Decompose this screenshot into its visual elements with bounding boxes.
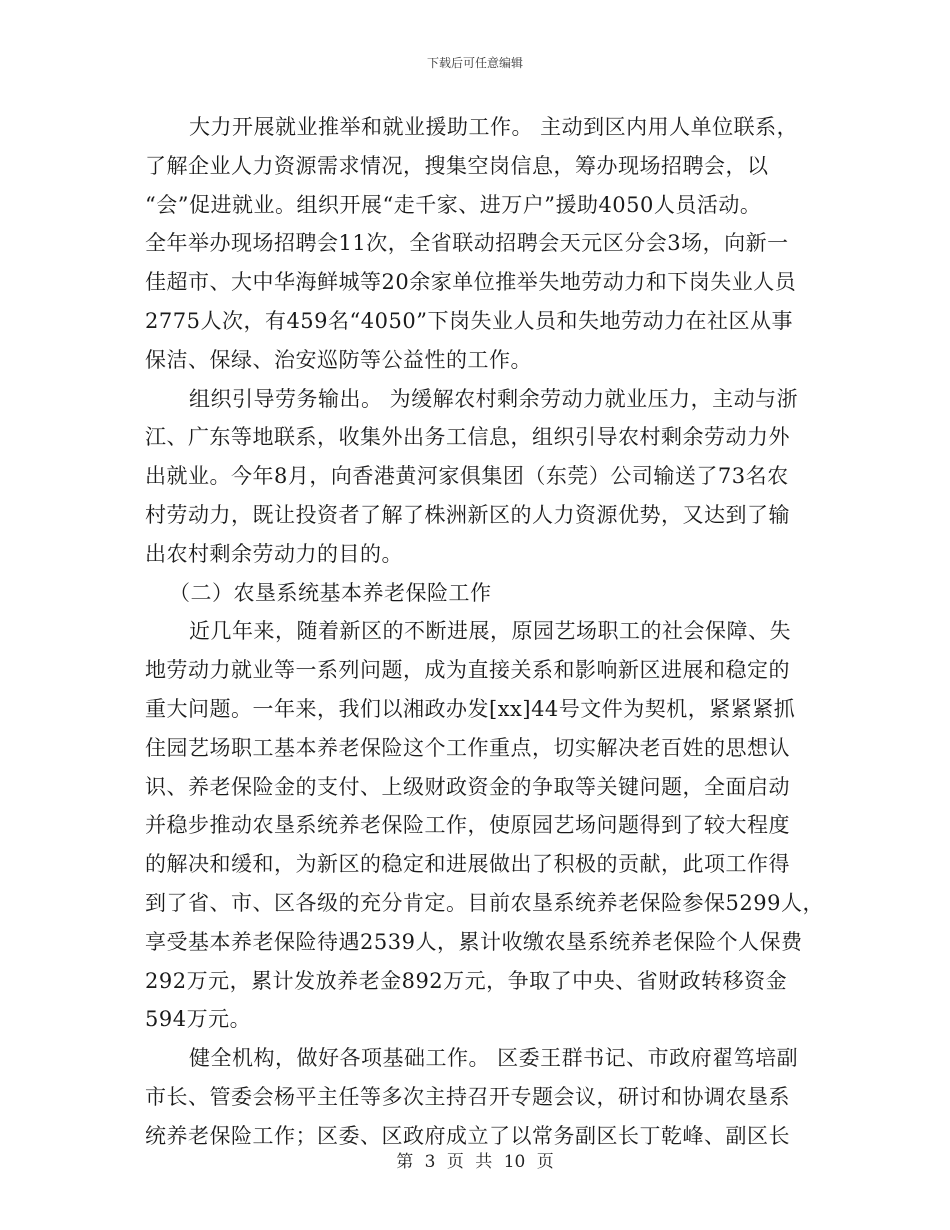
text-line: 292万元，累计发放养老金892万元，争取了中央、省财政转移资金 bbox=[145, 968, 788, 993]
text-line: 享受基本养老保险待遇2539人，累计收缴农垦系统养老保险个人保费 bbox=[145, 929, 803, 954]
text-line: 识、养老保险金的支付、上级财政资金的争取等关键问题，全面启动 bbox=[145, 774, 790, 799]
text-line: 市长、管委会杨平主任等多次主持召开专题会议，研讨和协调农垦系 bbox=[145, 1084, 790, 1109]
text-line: 大力开展就业推举和就业援助工作。 主动到区内用人单位联系， bbox=[189, 115, 799, 139]
text-line: 地劳动力就业等一系列问题，成为直接关系和影响新区进展和稳定的 bbox=[145, 658, 790, 683]
text-line: 村劳动力，既让投资者了解了株洲新区的人力资源优势，又达到了输 bbox=[145, 502, 790, 527]
page-number: 第 3 页 共 10 页 bbox=[396, 1152, 554, 1172]
text-line: 到了省、市、区各级的充分肯定。目前农垦系统养老保险参保5299人， bbox=[145, 890, 824, 915]
text-line: 全年举办现场招聘会11次，全省联动招聘会天元区分会3场，向新一 bbox=[145, 231, 789, 256]
section-heading: （二）农垦系统基本养老保险工作 bbox=[169, 580, 492, 605]
text-line: 近几年来，随着新区的不断进展，原园艺场职工的社会保障、失 bbox=[189, 619, 791, 644]
text-line: 594万元。 bbox=[145, 1007, 252, 1032]
text-line: 了解企业人力资源需求情况，搜集空岗信息，筹办现场招聘会，以 bbox=[145, 153, 769, 178]
text-line: 保洁、保绿、治安巡防等公益性的工作。 bbox=[145, 347, 532, 372]
text-line: 江、广东等地联系，收集外出务工信息，组织引导农村剩余劳动力外 bbox=[145, 425, 790, 450]
page-header-note: 下载后可任意编辑 bbox=[426, 56, 523, 70]
text-line: “会”促进就业。组织开展“走千家、进万户”援助4050人员活动。 bbox=[145, 192, 762, 217]
text-line: 统养老保险工作；区委、区政府成立了以常务副区长丁乾峰、副区长 bbox=[145, 1123, 790, 1148]
text-line: 重大问题。一年来，我们以湘政办发[xx]44号文件为契机，紧紧紧抓 bbox=[145, 696, 796, 721]
text-line: 佳超市、大中华海鲜城等20余家单位推举失地劳动力和下岗失业人员 bbox=[145, 270, 797, 295]
text-line: 的解决和缓和，为新区的稳定和进展做出了积极的贡献，此项工作得 bbox=[145, 852, 790, 877]
text-line: 出就业。今年8月，向香港黄河家俱集团（东莞）公司输送了73名农 bbox=[145, 464, 789, 489]
text-line: 组织引导劳务输出。 为缓解农村剩余劳动力就业压力，主动与浙 bbox=[189, 386, 799, 411]
text-line: 2775人次，有459名“4050”下岗失业人员和失地劳动力在社区从事 bbox=[145, 308, 793, 333]
text-line: 出农村剩余劳动力的目的。 bbox=[145, 541, 403, 566]
text-line: 健全机构，做好各项基础工作。 区委王群书记、市政府翟笃培副 bbox=[189, 1046, 799, 1071]
document-body bbox=[145, 108, 825, 1156]
text-line: 并稳步推动农垦系统养老保险工作，使原园艺场问题得到了较大程度 bbox=[145, 813, 790, 838]
text-line: 住园艺场职工基本养老保险这个工作重点，切实解决老百姓的思想认 bbox=[145, 735, 790, 760]
